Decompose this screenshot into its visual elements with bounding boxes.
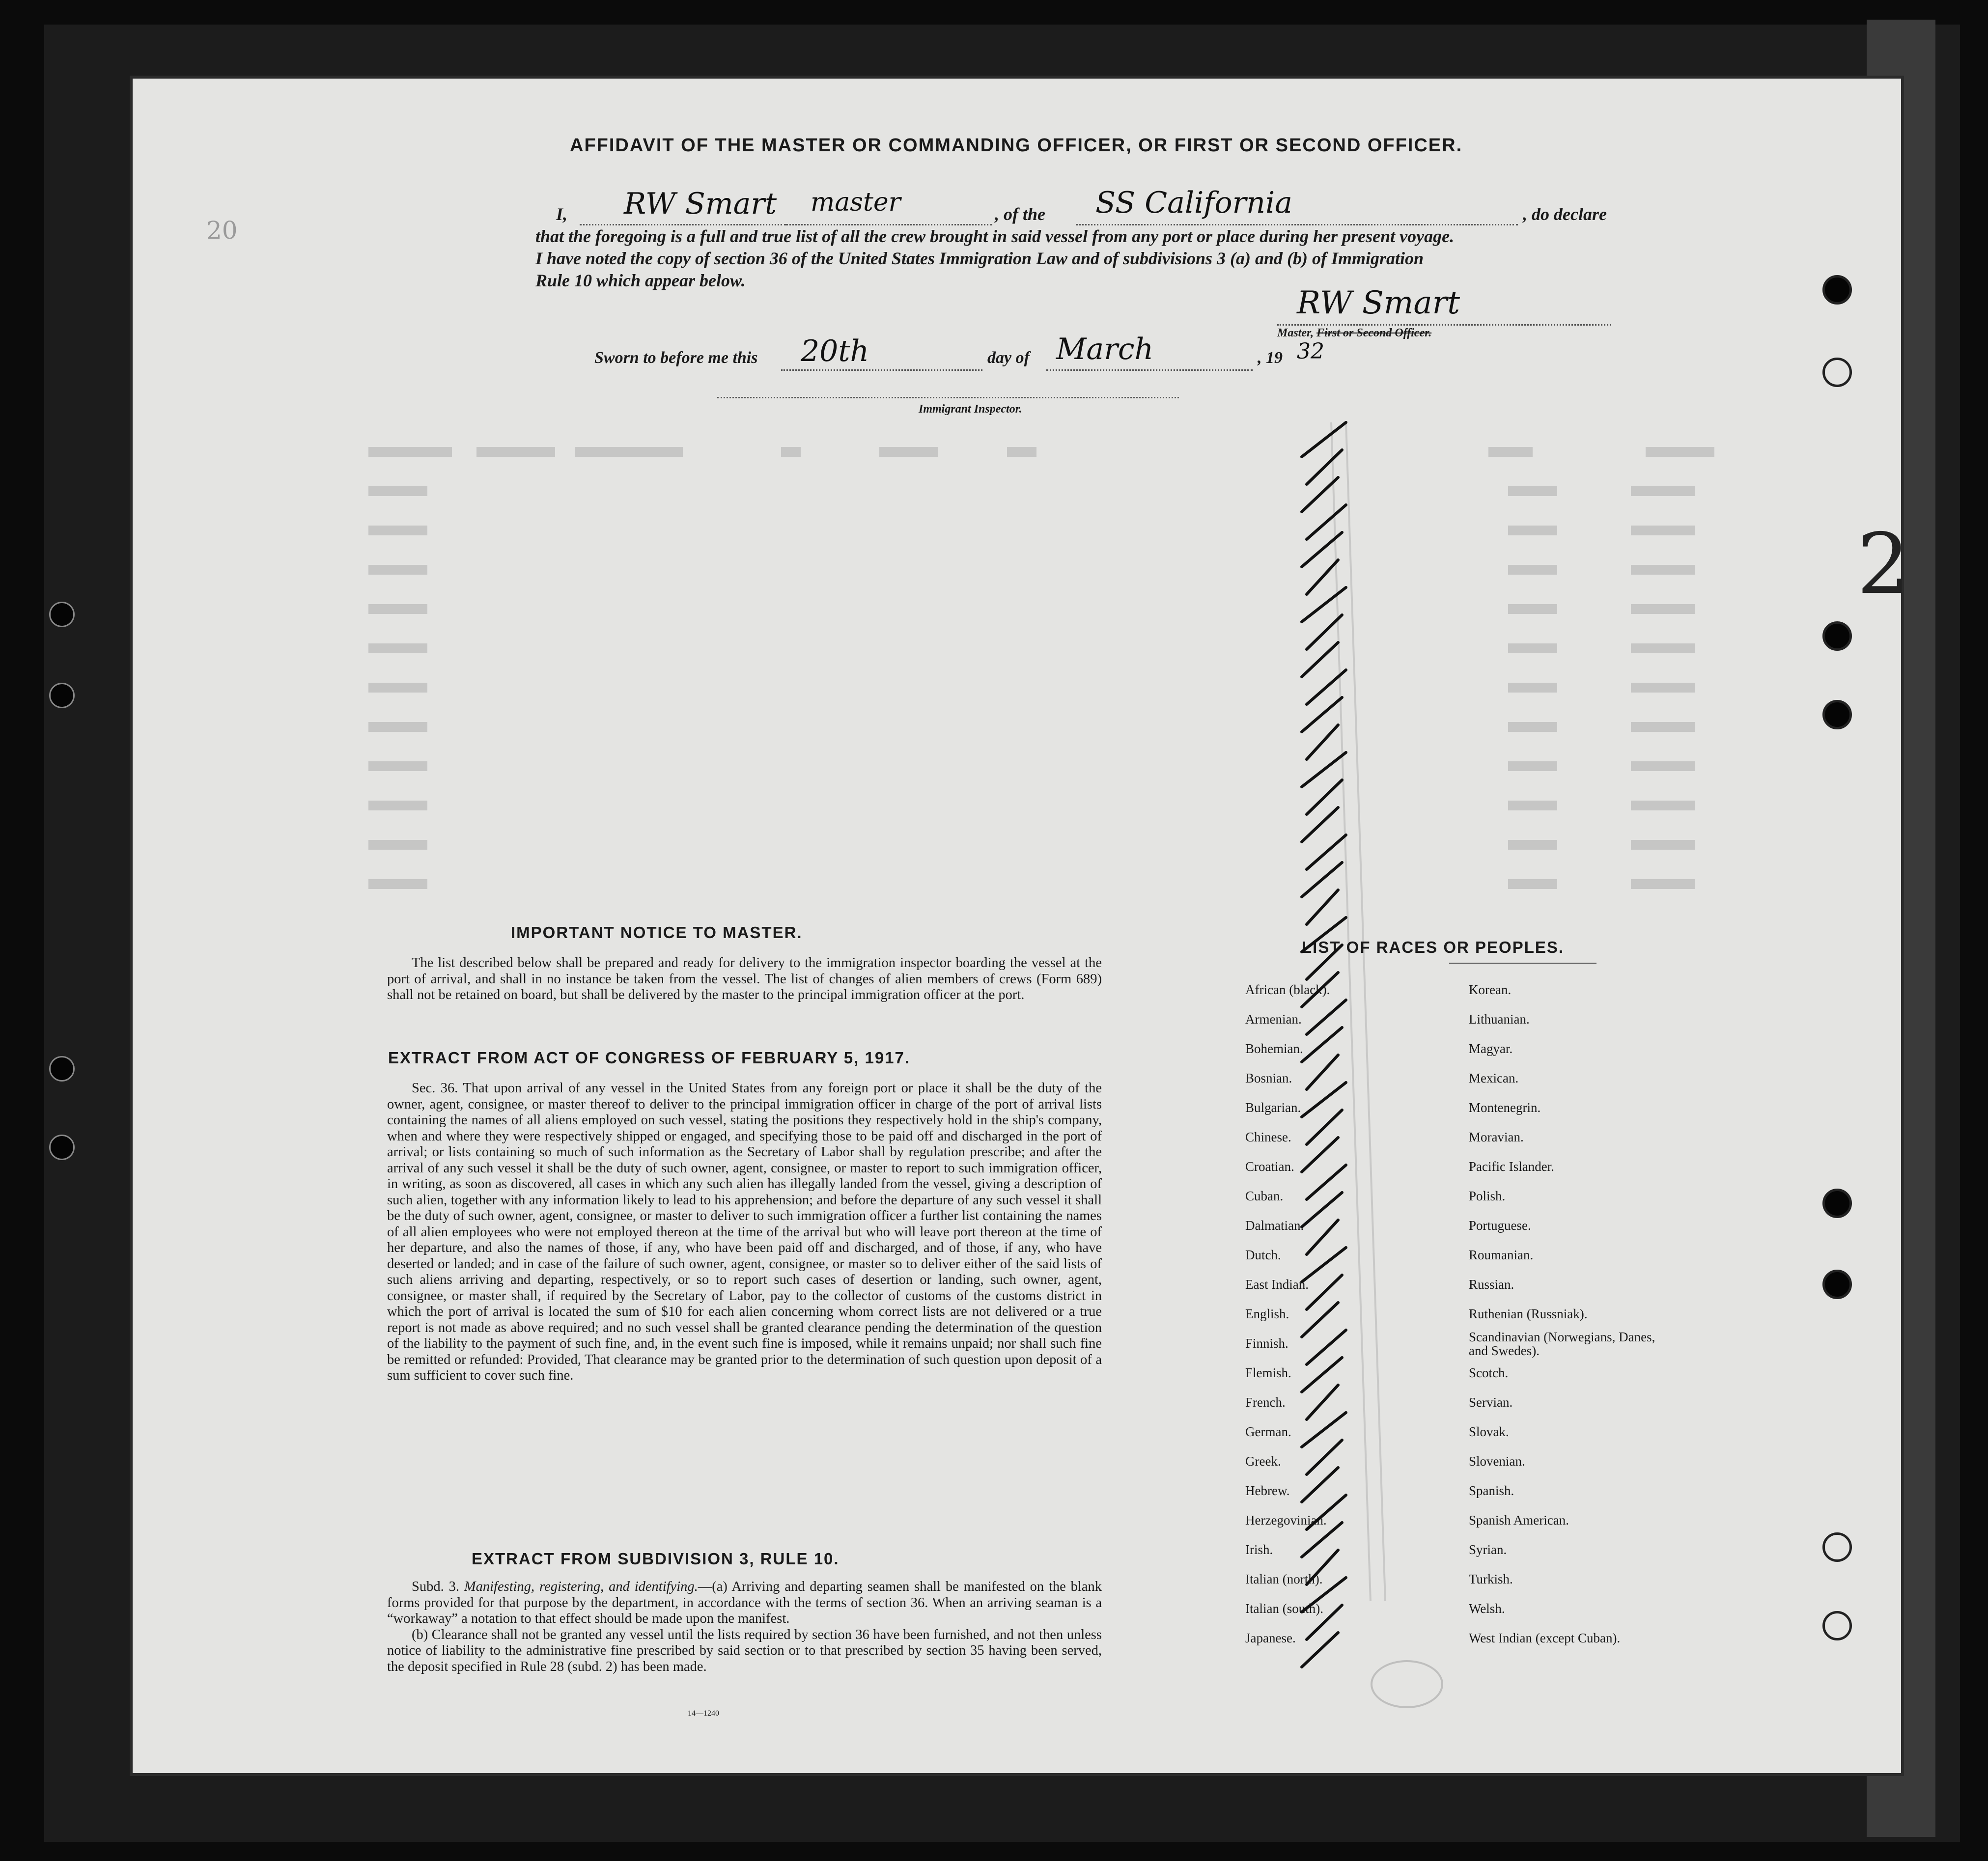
year-prefix: , 19 (1258, 349, 1283, 367)
race-item: Moravian. (1469, 1130, 1524, 1144)
rule-para-b: (b) Clearance shall not be granted any vessel until the lists required by section 36 have been furnished, and not then unless notice of liability to the administrative fine prescribed by said section or to that prescribed by section 35 having been served, the deposit specified in Rule 28 (subd. 2) has been made. (387, 1627, 1102, 1674)
page-punch-hole (1822, 621, 1852, 651)
tally-stroke (1307, 890, 1338, 924)
race-item: Scotch. (1469, 1365, 1509, 1380)
page-punch-hole (1822, 1532, 1852, 1562)
race-item: English. (1245, 1306, 1289, 1321)
page-punch-hole (1822, 275, 1852, 305)
margin-page-number: 20 (206, 216, 238, 245)
rule-extract-title: EXTRACT FROM SUBDIVISION 3, RULE 10. (472, 1550, 840, 1568)
declarant-name: RW Smart (624, 187, 777, 221)
declaration-prefix: I, (556, 204, 568, 224)
declarant-name-line (580, 224, 786, 225)
faint-stamp (1371, 1660, 1443, 1708)
declarant-title: master (811, 188, 901, 217)
race-item: Armenian. (1245, 1012, 1302, 1027)
affidavit-title: AFFIDAVIT OF THE MASTER OR COMMANDING OFFICER, OR FIRST OR SECOND OFFICER. (570, 135, 1463, 156)
race-item: Slovak. (1469, 1424, 1509, 1439)
race-item: Japanese. (1245, 1631, 1296, 1645)
race-item: Mexican. (1469, 1071, 1519, 1085)
race-item: Servian. (1469, 1395, 1513, 1410)
race-item: Magyar. (1469, 1041, 1513, 1056)
tally-stroke (1307, 725, 1338, 759)
page-punch-hole (1822, 1611, 1852, 1640)
inspector-caption: Immigrant Inspector. (919, 403, 1022, 416)
master-signature: RW Smart (1297, 285, 1460, 321)
sworn-day: 20th (801, 334, 869, 368)
race-item: Lithuanian. (1469, 1012, 1530, 1027)
day-of-label: day of (987, 349, 1030, 367)
tally-stroke (1307, 1550, 1338, 1584)
notice-title: IMPORTANT NOTICE TO MASTER. (511, 923, 803, 942)
act-extract-text-block (387, 1081, 1102, 1384)
form-number: 14—1240 (688, 1709, 719, 1718)
affidavit-line-3: I have noted the copy of section 36 of the United States Immigration Law and of subdivisions 3 (a) and (b) of Immigration (535, 249, 1424, 268)
margin-right-number: 2 (1857, 516, 1910, 613)
bleed-through-texture (133, 79, 1901, 1773)
sworn-month-line (1046, 369, 1253, 371)
race-item: Bosnian. (1245, 1071, 1292, 1085)
race-item: Slovenian. (1469, 1454, 1525, 1469)
signature-line (1277, 324, 1611, 326)
race-item: German. (1245, 1424, 1291, 1439)
page-punch-hole (1822, 1270, 1852, 1299)
rule-extract-text-block (387, 1579, 1102, 1675)
year-suffix: 32 (1297, 339, 1324, 364)
race-item: Flemish. (1245, 1365, 1291, 1380)
race-item: Korean. (1469, 982, 1512, 997)
races-title-rule (1449, 963, 1596, 964)
race-item: Herzegovinian. (1245, 1513, 1327, 1528)
race-item: Pacific Islander. (1469, 1159, 1554, 1174)
race-item: West Indian (except Cuban). (1469, 1631, 1621, 1645)
race-item: Welsh. (1469, 1601, 1505, 1616)
sworn-day-line (781, 369, 982, 371)
binder-hole (49, 602, 75, 627)
race-item: Portuguese. (1469, 1218, 1531, 1233)
signature-caption (1277, 327, 1431, 340)
race-item: French. (1245, 1395, 1286, 1410)
declarant-title-line (786, 224, 992, 225)
tally-stroke (1307, 1385, 1338, 1419)
race-item: Greek. (1245, 1454, 1281, 1469)
notice-text: The list described below shall be prepared and ready for delivery to the immigration inspector boarding the vessel at the port of arrival, and shall in no instance be taken from the vessel. The list of changes of alien members of crews (Form 689) shall not be retained on board, but shall be delivered by the master to the principal immigration officer at the port. (387, 955, 1102, 1002)
rule-para-a-text: —(a) Arriving and departing seamen shall be manifested on the blank forms provided for that purpose by the department, in accordance with the terms of section 36. When an arriving seaman is a “workaway” a notation to that effect should be made upon the manifest. (387, 1579, 1102, 1626)
inspector-signature-line (717, 397, 1179, 398)
signature-caption-master: Master, (1277, 327, 1314, 339)
race-item: Turkish. (1469, 1572, 1513, 1586)
race-item: Finnish. (1245, 1336, 1288, 1351)
race-item: Dalmatian. (1245, 1218, 1304, 1233)
binder-hole (49, 1056, 75, 1082)
rule-para-a-lead: Subd. 3. (412, 1579, 459, 1594)
binder-hole (49, 1135, 75, 1160)
race-item: Dutch. (1245, 1248, 1281, 1262)
signature-caption-struck: First or Second Officer. (1316, 327, 1432, 339)
of-the-label: , of the (995, 204, 1045, 224)
vessel-name: SS California (1095, 186, 1292, 220)
tally-stroke (1307, 1055, 1338, 1089)
race-item: Chinese. (1245, 1130, 1291, 1144)
affidavit-line-4: Rule 10 which appear below. (535, 271, 746, 290)
act-extract-text: Sec. 36. That upon arrival of any vessel in the United States from any foreign port or place it shall be the duty of the owner, agent, consignee, or master thereof to deliver to the principal immigration officer in charge of the port of arrival lists containing the names of all aliens employed on such vessel, stating the positions they respectively hold in the ship's company, when and where they were respectively shipped or engaged, and specifying those to be paid off and discharged in the port of arrival; or lists containing so much of such information as the Secretary of Labor shall by regulation prescribe; and after the arrival of any such vessel it shall be the duty of such owner, agent, consignee, or master to report to such immigration officer, in writing, as soon as discovered, all cases in which any such alien has illegally landed from the vessel, giving a description of such alien, together with any information likely to lead to his apprehension; and before the departure of any such vessel it shall be the duty of such owner, agent, consignee, or master to deliver to such immigration officer a further list containing the names of all alien employees who were not employed thereon at the time of the arrival but who will leave port thereon at the time of her departure, and also the names of those, if any, who have been paid off and discharged, and of those, if any, who have deserted or landed; and in case of the failure of such owner, agent, consignee, or master so to deliver either of the said lists of such aliens arriving and departing, respectively, or so to report such cases of desertion or landing, such owner, agent, consignee, or master shall, if required by the Secretary of Labor, pay to the collector of customs of the customs district in which the port of arrival is located the sum of $10 for each alien concerning whom correct lists are not delivered or a true report is not made as above required; and no such vessel shall be granted clearance pending the determination of the question of the liability to the payment of such fine, and, in the event such fine is imposed, while it remains unpaid; nor shall such fine be remitted or refunded: Provided, That clearance may be granted prior to the determination of such question upon deposit of a sum sufficient to cover such fine. (387, 1081, 1102, 1383)
race-item: Spanish. (1469, 1483, 1514, 1498)
races-title: LIST OF RACES OR PEOPLES. (1302, 938, 1565, 956)
handwritten-tally-marks (1272, 413, 1400, 1699)
race-item: Spanish American. (1469, 1513, 1569, 1528)
page-punch-hole (1822, 358, 1852, 387)
tally-stroke (1307, 1220, 1338, 1254)
race-item: Irish. (1245, 1542, 1273, 1557)
race-item: Italian (north). (1245, 1572, 1323, 1586)
race-item: Bohemian. (1245, 1041, 1303, 1056)
sworn-month: March (1056, 332, 1154, 366)
race-item: African (black). (1245, 982, 1330, 997)
notice-text-block (387, 955, 1102, 1003)
sworn-prefix: Sworn to before me this (594, 349, 758, 367)
race-item: Polish. (1469, 1189, 1506, 1203)
race-item: Roumanian. (1469, 1248, 1534, 1262)
tally-stroke (1307, 560, 1338, 594)
manifest-page (133, 79, 1910, 1773)
race-item: Cuban. (1245, 1189, 1284, 1203)
race-item: East Indian. (1245, 1277, 1309, 1292)
do-declare-label: , do declare (1523, 204, 1607, 224)
race-item: Russian. (1469, 1277, 1514, 1292)
race-item: Hebrew. (1245, 1483, 1290, 1498)
page-punch-hole (1822, 1189, 1852, 1218)
page-punch-hole (1822, 700, 1852, 729)
rule-para-a-italic: Manifesting, registering, and identifying. (464, 1579, 698, 1594)
race-item: Italian (south). (1245, 1601, 1323, 1616)
rule-para-a (387, 1579, 1102, 1627)
affidavit-line-2: that the foregoing is a full and true list of all the crew brought in said vessel from any port or place during her present voyage. (535, 226, 1455, 246)
vessel-name-line (1076, 224, 1518, 225)
binder-hole (49, 683, 75, 708)
race-item: Ruthenian (Russniak). (1469, 1306, 1588, 1321)
race-item: Bulgarian. (1245, 1100, 1301, 1115)
race-item: Scandinavian (Norwegians, Danes, and Swedes). (1469, 1330, 1655, 1358)
race-item: Syrian. (1469, 1542, 1507, 1557)
race-item: Croatian. (1245, 1159, 1294, 1174)
act-extract-title: EXTRACT FROM ACT OF CONGRESS OF FEBRUARY 5, 1917. (388, 1049, 911, 1067)
race-item: Montenegrin. (1469, 1100, 1541, 1115)
